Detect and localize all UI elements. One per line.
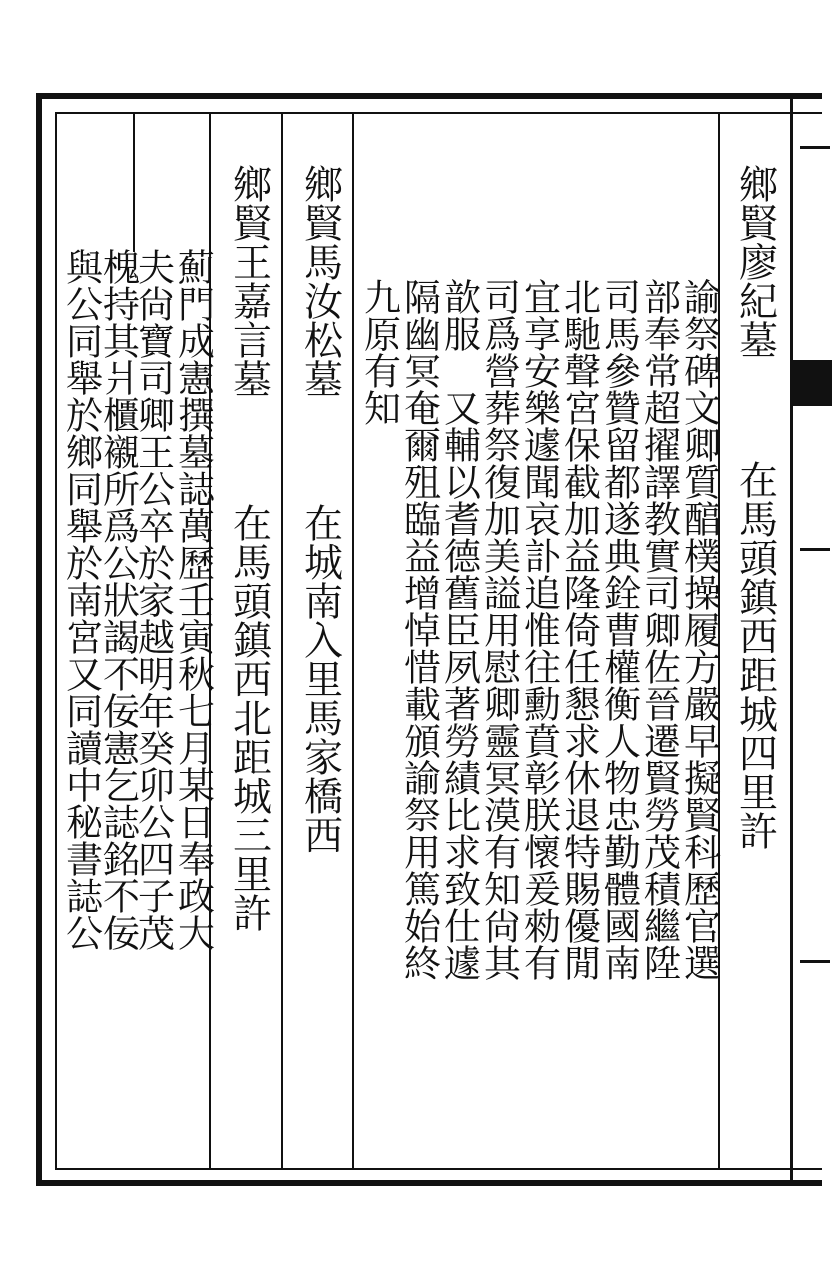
column-rule	[790, 93, 793, 1186]
text-column: 與公同舉於鄉同舉於南宮又同讀中秘書誌公	[59, 248, 103, 951]
text-column: 槐持其爿櫃襯所爲公狀謁不佞憲乞誌銘不佞	[96, 248, 140, 951]
entry-location: 在馬頭鎮西北距城三里許	[226, 503, 272, 932]
text-column: 九原有知	[357, 278, 401, 426]
text-column: 司馬參贊留都遂典銓曹權衡人物忠勤體國南	[597, 278, 641, 981]
entry-location: 在城南入里馬家橋西	[297, 503, 343, 854]
text-column: 諭祭碑文卿質醕樸操履方嚴早擬賢科歷官選	[677, 278, 721, 981]
entry-heading: 鄉賢廖紀墓	[732, 164, 778, 359]
edge-mark	[800, 146, 830, 149]
text-column: 夫尙寶司卿王公卒於家越明年癸卯公四子茂	[131, 248, 175, 951]
edge-mark	[800, 548, 830, 551]
fishtail-block	[790, 360, 832, 406]
text-column: 司爲營葬祭復加美謚用慰卿靈冥漠有知尙其	[477, 278, 521, 981]
text-column: 宜享安樂遽聞哀訃追惟往勳賁彰朕懷爰勑有	[517, 278, 561, 981]
column-rule	[352, 112, 354, 1170]
text-column: 歆服 又輔以耆德舊臣夙著勞績比求致仕遽	[437, 278, 481, 981]
edge-mark	[800, 960, 830, 963]
text-column: 隔幽冥奄爾殂臨益增悼惜載頒諭祭用篤始終	[397, 278, 441, 981]
entry-heading: 鄉賢馬汝松墓	[297, 164, 343, 398]
column-rule	[281, 112, 283, 1170]
text-column: 部奉常超擢譯教實司卿佐晉遷賢勞茂積繼陞	[637, 278, 681, 981]
text-column: 薊門成憲撰墓誌萬歷壬寅秋七月某日奉政大	[171, 248, 215, 951]
text-column: 北馳聲宮保截加益隆倚任懇求休退特賜優閒	[557, 278, 601, 981]
entry-heading: 鄉賢王嘉言墓	[226, 164, 272, 398]
entry-location: 在馬頭鎮西距城四里許	[732, 460, 778, 850]
column-rule	[133, 112, 135, 252]
